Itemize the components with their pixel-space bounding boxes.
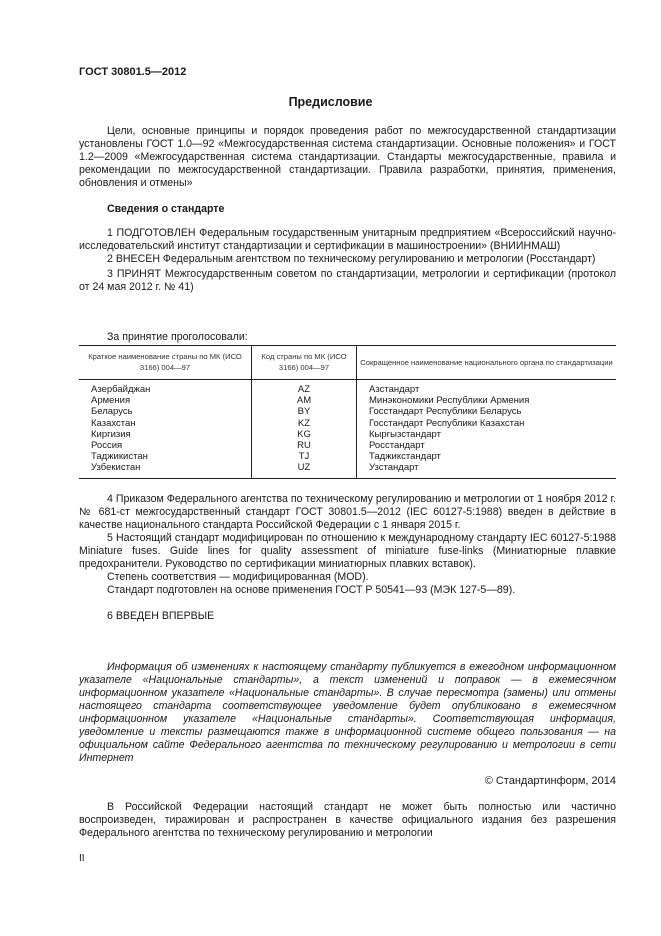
table-header-code: Код страны по МК (ИСО 3166) 004—97 [252,346,357,380]
conformity-degree: Степень соответствия — модифицированная (MOD). [107,571,369,583]
table-row [79,395,616,406]
table-cell-country: Таджикистан [91,451,148,463]
table-cell-country: Армения [91,395,131,407]
page-number: II [79,853,85,864]
table-header-country: Краткое наименование страны по МК (ИСО 3166) 004—97 [79,346,252,380]
info-heading: Сведения о стандарте [107,203,225,215]
item-5: 5 Настоящий стандарт модифицирован по отношению к международному стандарту IEC 60127-5:1988 Miniature fuses. Guide lines for quality assessment of miniature fuse-links (Миниатюрные плавкие предохранители. Руководство по сертификации миниатюрных плавких вставок). [79,532,616,570]
table-cell-country: Беларусь [91,406,133,418]
table-cell-body: Госстандарт Республики Казахстан [357,418,617,429]
table-cell-country: Киргизия [91,428,131,440]
items-top [79,227,616,294]
table-row [79,462,616,478]
table-cell-body: Росстандарт [357,440,617,451]
copyright-line: © Стандартинформ, 2014 [484,775,616,787]
table-header-row [79,346,616,380]
table-cell-code: AZ [252,380,357,396]
table-cell-body: Азстандарт [357,380,617,396]
intro-paragraph: Цели, основные принципы и порядок проведения работ по межгосударственной стандартизации установлены ГОСТ 1.0—92 «Межгосударственная система стандартизации. Основные положения» и ГОСТ 1.2—2009 «Межгосударственная система стандартизации. Стандарты межгосударственные, правила и рекомендации по межгосударственной стандартизации. Правила разработки, принятия, применения, обновления и отмены» [79,125,616,189]
member-states-table [79,345,616,479]
table-row [79,440,616,451]
table-cell-body: Кыргызстандарт [357,429,617,440]
table-row [79,429,616,440]
item-3: 3 ПРИНЯТ Межгосударственным советом по стандартизации, метрологии и сертификации (протокол от 24 мая 2012 г. № 41) [79,268,616,293]
table-cell-country: Казахстан [91,417,136,429]
document-code-header: ГОСТ 30801.5—2012 [79,66,187,78]
item-1: 1 ПОДГОТОВЛЕН Федеральным государственным унитарным предприятием «Всероссийский научно-исследовательский институт стандартизации и сертификации в машиностроении» (ВНИИНМАШ) [79,227,616,252]
table-cell-code: TJ [252,451,357,462]
table-row [79,451,616,462]
item-6: 6 ВВЕДЕН ВПЕРВЫЕ [107,610,215,622]
table-row [79,380,616,396]
items-bottom [79,493,616,597]
table-cell-code: RU [252,440,357,451]
table-cell-code: BY [252,406,357,417]
table-row [79,418,616,429]
voted-label: За принятие проголосовали: [107,331,248,343]
table-cell-code: KG [252,429,357,440]
table-cell-code: UZ [252,462,357,478]
table-cell-body: Минэкономики Республики Армения [357,395,617,406]
basis-note: Стандарт подготовлен на основе применения ГОСТ Р 50541—93 (МЭК 127-5—89). [107,584,516,596]
amendments-notice: Информация об изменениях к настоящему стандарту публикуется в ежегодном информационном указателе «Национальные стандарты», а текст изменений и поправок — в ежемесячном информационном указателе «Национальные стандарты». В случае пересмотра (замены) или отмены настоящего стандарта соответствующее уведомление будет опубликовано в ежемесячном информационном указателе «Национальные стандарты». Соответствующая информация, уведомление и тексты размещаются также в информационной системе общего пользования — на официальном сайте Федерального агентства по техническому регулированию и метрологии в сети Интернет [79,661,616,764]
table-row [79,406,616,417]
legal-notice: В Российской Федерации настоящий стандарт не может быть полностью или частично воспроизведен, тиражирован и распространен в качестве официального издания без разрешения Федерального агентства по техническому регулированию и метрологии [79,801,616,839]
table-cell-code: AM [252,395,357,406]
table-cell-country: Азербайджан [91,384,151,395]
table-cell-country: Узбекистан [79,462,252,478]
table-cell-body: Госстандарт Республики Беларусь [357,406,617,417]
table-header-body: Сокращенное наименование национального органа по стандартизации [357,346,617,380]
table-cell-code: KZ [252,418,357,429]
table-cell-country: Россия [91,440,123,452]
item-4: 4 Приказом Федерального агентства по техническому регулированию и метрологии от 1 ноября 2012 г. № 681-ст межгосударственный стандарт ГОСТ 30801.5—2012 (IEC 60127-5:1988) введен в действие в качестве национального стандарта Российской Федерации с 1 января 2015 г. [79,493,616,531]
table-cell-body: Таджикстандарт [357,451,617,462]
item-2: 2 ВНЕСЕН Федеральным агентством по техническому регулированию и метрологии (Росстандарт) [107,253,596,265]
page-title: Предисловие [288,95,373,109]
table-cell-body: Узстандарт [357,462,617,478]
